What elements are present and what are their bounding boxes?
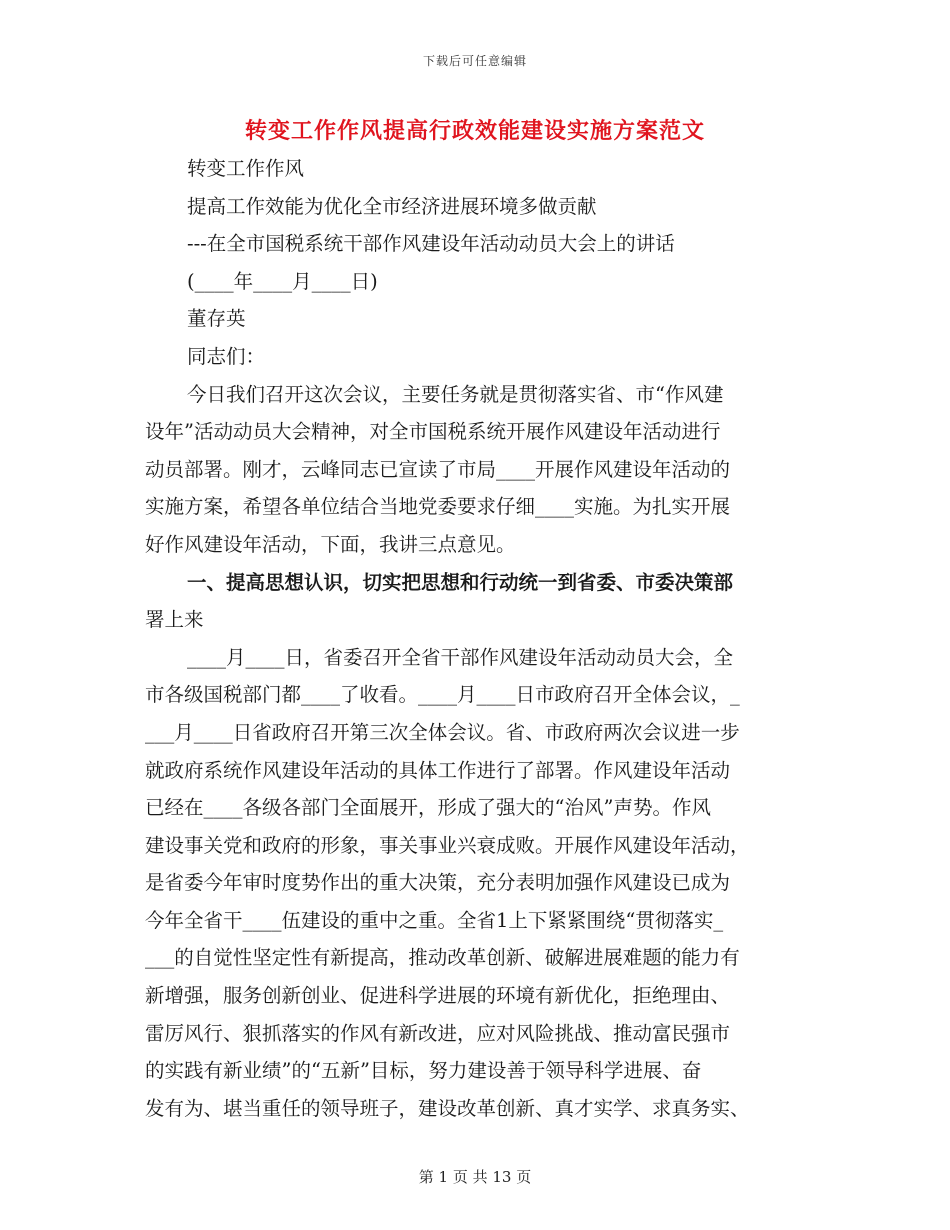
document-title: 转变工作作风提高行政效能建设实施方案范文 [244,118,705,144]
document-body [145,150,805,1127]
body-line: 署上来 [145,608,204,632]
body-line: 已经在____各级各部门全面展开，形成了强大的“治风”声势。作风 [145,796,711,820]
body-line: 实施方案，希望各单位结合当地党委要求仔细____实施。为扎实开展 [145,495,731,519]
body-line: 新增强，服务创新创业、促进科学进展的环境有新优化，拒绝理由、 [145,984,731,1008]
body-line: 雷厉风行、狠抓落实的作风有新改进，应对风险挑战、推动富民强市 [145,1021,731,1045]
body-line: ___的自觉性坚定性有新提高，推动改革创新、破解进展难题的能力有 [145,946,740,970]
header-note: 下载后可任意编辑 [422,54,527,68]
body-line: 一、提高思想认识，切实把思想和行动统一到省委、市委决策部 [187,570,734,594]
body-line: (____年____月____日) [187,269,378,293]
body-line: 的实践有新业绩”的“五新”目标，努力建设善于领导科学进展、奋 [145,1059,702,1083]
body-line: 市各级国税部门都____了收看。____月____日市政府召开全体会议，_ [145,683,740,707]
body-line: 今日我们召开这次会议，主要任务就是贯彻落实省、市“作风建 [187,382,724,406]
body-line: 是省委今年审时度势作出的重大决策，充分表明加强作风建设已成为 [145,871,731,895]
page-number: 第 1 页 共 13 页 [418,1168,532,1186]
body-line: 动员部署。刚才，云峰同志已宣读了市局____开展作风建设年活动的 [145,457,731,481]
body-line: 同志们： [187,344,266,368]
body-line: 建设事关党和政府的形象，事关事业兴衰成败。开展作风建设年活动， [145,833,750,857]
body-line: 就政府系统作风建设年活动的具体工作进行了部署。作风建设年活动 [145,758,731,782]
body-line: 设年”活动动员大会精神，对全市国税系统开展作风建设年活动进行 [145,420,721,444]
body-line: 提高工作效能为优化全市经济进展环境多做贡献 [187,194,597,218]
body-line: ---在全市国税系统干部作风建设年活动动员大会上的讲话 [187,232,675,256]
body-line: 转变工作作风 [187,157,305,180]
body-line: ____月____日，省委召开全省干部作风建设年活动动员大会，全 [187,645,734,669]
body-line: ___月____日省政府召开第三次全体会议。省、市政府两次会议进一步 [145,720,740,744]
body-line: 今年全省干____伍建设的重中之重。全省1上下紧紧围绕“贯彻落实_ [145,908,724,932]
body-line: 好作风建设年活动，下面，我讲三点意见。 [145,532,516,556]
body-line: 发有为、堪当重任的领导班子，建设改革创新、真才实学、求真务实、 [145,1096,750,1120]
body-line: 董存英 [187,307,246,331]
